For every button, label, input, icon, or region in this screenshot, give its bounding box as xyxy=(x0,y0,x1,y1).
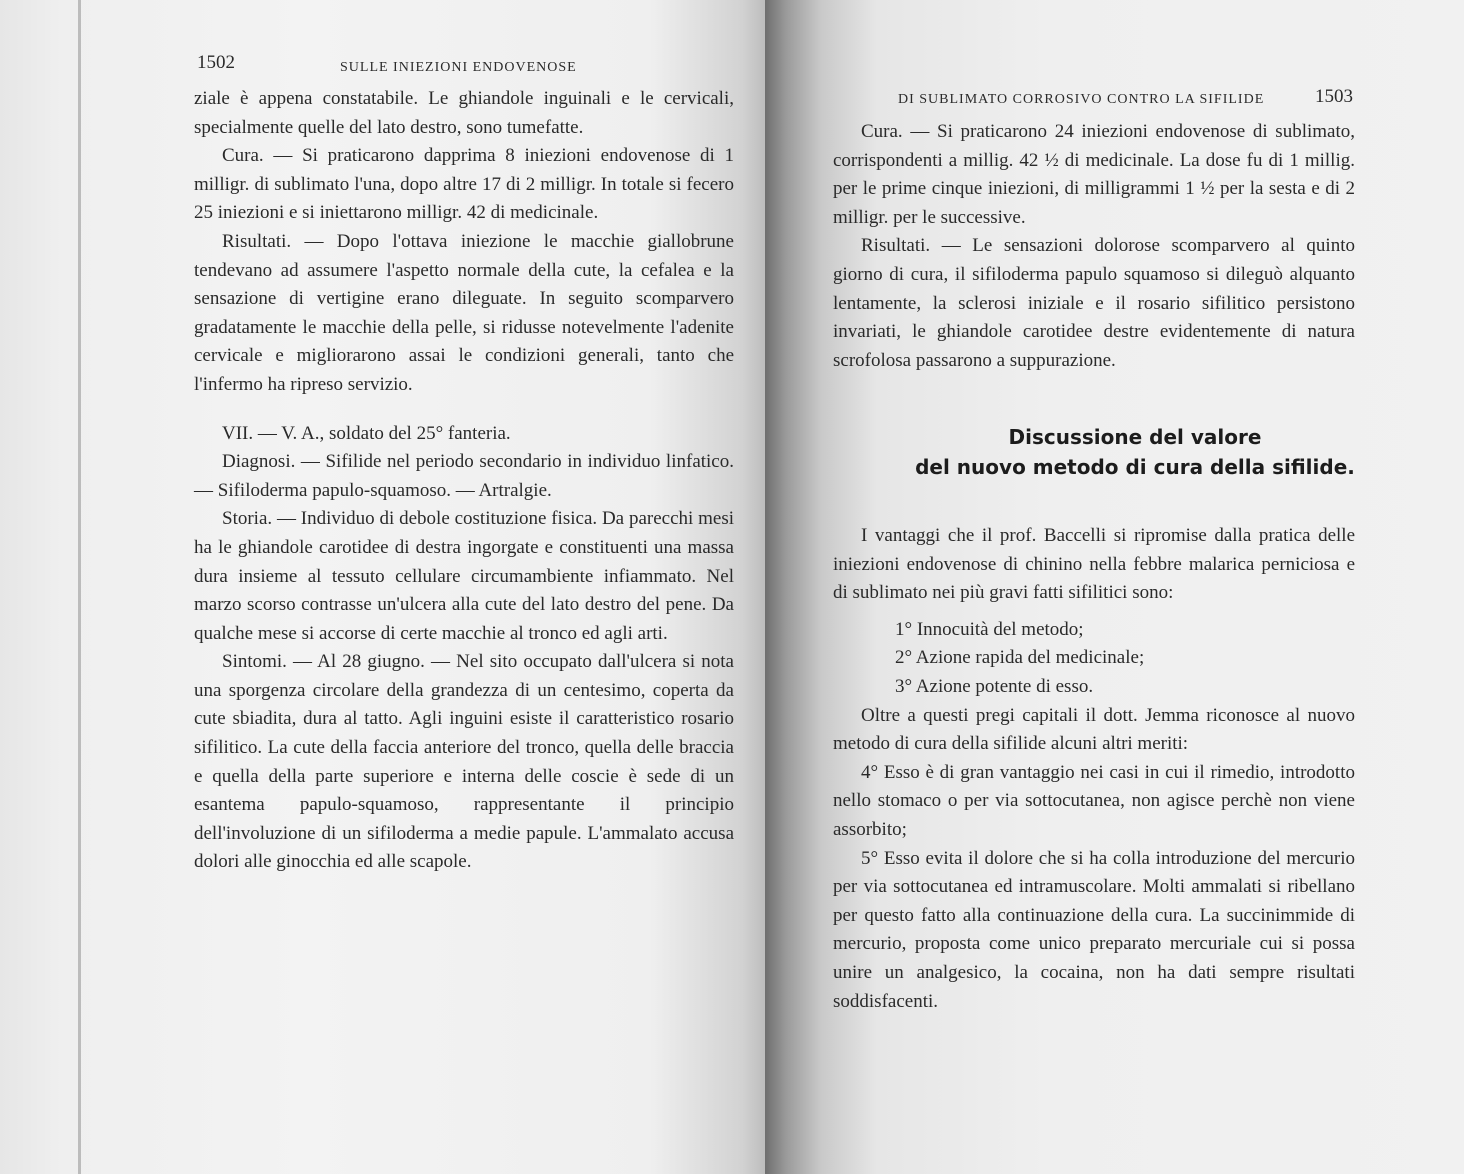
right-running-head: DI SUBLIMATO CORROSIVO CONTRO LA SIFILIDE xyxy=(898,92,1265,107)
paragraph: Oltre a questi pregi capitali il dott. Jemma riconosce al nuovo metodo di cura della sifilide alcuni altri meriti: xyxy=(833,704,1355,755)
case-heading: VII. — V. A., soldato del 25° fanteria. xyxy=(222,422,511,444)
right-page-number: 1503 xyxy=(1315,86,1353,107)
paragraph: 5° Esso evita il dolore che si ha colla introduzione del mercurio per via sottocutanea ed intramuscolare. Molti ammalati si ribellano per questo fatto alla continuazione della cura. La succinimmide di mercurio, proposta come unico preparato mercuriale cui si possa unire un analgesico, la cocaina, non ha dati sempre risultati soddisfacenti. xyxy=(833,847,1355,1012)
list-item: 2° Azione rapida del medicinale; xyxy=(895,647,1145,669)
right-body-bottom xyxy=(833,522,1355,1016)
paragraph: I vantaggi che il prof. Baccelli si ripromise dalla pratica delle iniezioni endovenose di chinino nella febbre malarica perniciosa e di sublimato nei più gravi fatti sifilitici sono: xyxy=(833,525,1355,604)
list-item: 1° Innocuità del metodo; xyxy=(895,618,1084,640)
right-body-top xyxy=(833,118,1355,375)
paragraph: Storia. — Individuo di debole costituzione fisica. Da parecchi mesi ha le ghiandole carotidee di destra ingorgate e constituenti una massa dura insieme al tessuto cellulare circumambiente infiammato. Nel marzo scorso contrasse un'ulcera alla cute del lato destro del pene. Da qualche mese si accorse di certe macchie al tronco ed agli arti. xyxy=(194,508,734,644)
left-body xyxy=(194,85,734,877)
paragraph: Cura. — Si praticarono 24 iniezioni endovenose di sublimato, corrispondenti a millig. 42 ½ di medicinale. La dose fu di 1 millig. per le prime cinque iniezioni, di milligrammi 1 ½ per la sesta e di 2 milligr. per le successive. xyxy=(833,121,1355,228)
paragraph: Cura. — Si praticarono dapprima 8 iniezioni endovenose di 1 milligr. di sublimato l'una, dopo altre 17 di 2 milligr. In totale si fecero 25 iniezioni e si iniettarono milligr. 42 di medicinale. xyxy=(194,145,734,224)
left-page-number: 1502 xyxy=(197,52,235,73)
right-page xyxy=(765,0,1464,1174)
page-edge-line xyxy=(78,0,81,1174)
section-title xyxy=(845,422,1425,482)
list-item: 3° Azione potente di esso. xyxy=(895,675,1094,697)
left-running-head: SULLE INIEZIONI ENDOVENOSE xyxy=(340,60,577,75)
paragraph: Sintomi. — Al 28 giugno. — Nel sito occupato dall'ulcera si nota una sporgenza circolare della grandezza di un centesimo, coperta da cute sbiadita, dura al tatto. Agli inguini esiste il caratteristico rosario sifilitico. La cute della faccia anteriore del tronco, quella delle braccia e quella della parte superiore e interna delle coscie è sede di un esantema papulo-squamoso, rappresentante il principio dell'involuzione di un sifiloderma a medie papule. L'ammalato accusa dolori alle ginocchia ed alle scapole. xyxy=(194,651,734,873)
paragraph: Risultati. — Le sensazioni dolorose scomparvero al quinto giorno di cura, il sifiloderma papulo squamoso si dileguò alquanto lentamente, la sclerosi iniziale e il rosario sifilitico persistono invariati, le ghiandole carotidee destre evidentemente di natura scrofolosa passarono a suppurazione. xyxy=(833,235,1355,371)
section-title-line2: del nuovo metodo di cura della sifilide. xyxy=(915,455,1355,479)
paragraph: 4° Esso è di gran vantaggio nei casi in cui il rimedio, introdotto nello stomaco o per via sottocutanea, non agisce perchè non viene assorbito; xyxy=(833,761,1355,840)
section-title-line1: Discussione del valore xyxy=(1008,425,1262,449)
paragraph: ziale è appena constatabile. Le ghiandole inguinali e le cervicali, specialmente quelle del lato destro, sono tumefatte. xyxy=(194,88,734,138)
paragraph: Diagnosi. — Sifilide nel periodo secondario in individuo linfatico. — Sifiloderma papulo-squamoso. — Artralgie. xyxy=(194,451,734,501)
paragraph: Risultati. — Dopo l'ottava iniezione le macchie giallobrune tendevano ad assumere l'aspetto normale della cute, la cefalea e la sensazione di vertigine erano dileguate. In seguito scomparvero gradatamente le macchie della pelle, si ridusse notevelmente l'adenite cervicale e migliorarono assai le condizioni generali, tanto che l'infermo ha ripreso servizio. xyxy=(194,230,734,395)
